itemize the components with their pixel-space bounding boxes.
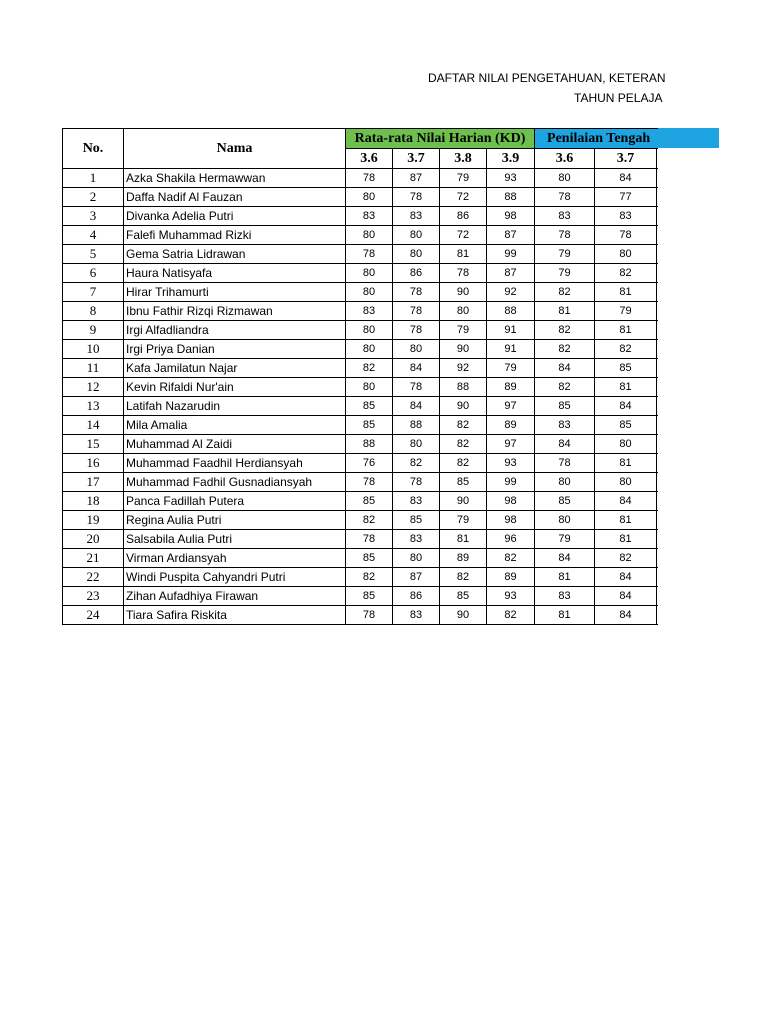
grades-table <box>62 128 658 625</box>
score-cell-empty <box>657 473 658 492</box>
row-number: 6 <box>63 264 124 283</box>
score-cell: 92 <box>440 359 487 378</box>
score-cell: 82 <box>487 606 535 625</box>
table-row <box>63 454 659 473</box>
table-row <box>63 492 659 511</box>
score-cell: 84 <box>595 587 657 606</box>
score-cell: 83 <box>595 207 657 226</box>
table-row <box>63 568 659 587</box>
score-cell: 78 <box>346 473 393 492</box>
score-cell: 91 <box>487 340 535 359</box>
row-number: 23 <box>63 587 124 606</box>
score-cell: 82 <box>535 283 595 302</box>
student-name: Tiara Safira Riskita <box>124 606 346 625</box>
table-row <box>63 359 659 378</box>
score-cell: 78 <box>535 454 595 473</box>
table-row <box>63 226 659 245</box>
score-cell: 78 <box>440 264 487 283</box>
score-cell-empty <box>657 264 658 283</box>
score-cell: 78 <box>393 473 440 492</box>
score-cell-empty <box>657 359 658 378</box>
score-cell: 83 <box>393 606 440 625</box>
score-cell: 81 <box>440 245 487 264</box>
row-number: 10 <box>63 340 124 359</box>
score-cell: 84 <box>595 169 657 188</box>
score-cell: 72 <box>440 188 487 207</box>
document-title-line1: DAFTAR NILAI PENGETAHUAN, KETERAN <box>428 71 666 85</box>
score-cell: 78 <box>595 226 657 245</box>
score-cell: 82 <box>346 511 393 530</box>
score-cell: 72 <box>440 226 487 245</box>
score-cell: 80 <box>595 435 657 454</box>
score-cell: 77 <box>595 188 657 207</box>
student-name: Regina Aulia Putri <box>124 511 346 530</box>
score-cell: 79 <box>535 245 595 264</box>
score-cell: 82 <box>440 454 487 473</box>
row-number: 21 <box>63 549 124 568</box>
score-cell-empty <box>657 530 658 549</box>
score-cell: 86 <box>393 264 440 283</box>
table-row <box>63 378 659 397</box>
score-cell-empty <box>657 511 658 530</box>
score-cell: 86 <box>393 587 440 606</box>
header-group-harian: Rata-rata Nilai Harian (KD) <box>346 129 535 149</box>
score-cell: 81 <box>595 511 657 530</box>
table-row <box>63 264 659 283</box>
student-name: Virman Ardiansyah <box>124 549 346 568</box>
student-name: Azka Shakila Hermawwan <box>124 169 346 188</box>
score-cell: 80 <box>346 264 393 283</box>
row-number: 12 <box>63 378 124 397</box>
score-cell: 79 <box>535 264 595 283</box>
score-cell: 87 <box>487 226 535 245</box>
row-number: 1 <box>63 169 124 188</box>
score-cell: 84 <box>595 397 657 416</box>
score-cell: 80 <box>440 302 487 321</box>
score-cell: 78 <box>346 606 393 625</box>
score-cell: 82 <box>535 378 595 397</box>
score-cell: 80 <box>595 245 657 264</box>
table-row <box>63 397 659 416</box>
score-cell-empty <box>657 549 658 568</box>
row-number: 22 <box>63 568 124 587</box>
student-name: Divanka Adelia Putri <box>124 207 346 226</box>
score-cell-empty <box>657 302 658 321</box>
score-cell: 98 <box>487 511 535 530</box>
score-cell: 98 <box>487 207 535 226</box>
score-cell: 83 <box>535 587 595 606</box>
row-number: 19 <box>63 511 124 530</box>
score-cell: 80 <box>346 321 393 340</box>
score-cell: 85 <box>393 511 440 530</box>
student-name: Haura Natisyafa <box>124 264 346 283</box>
score-cell: 82 <box>346 359 393 378</box>
score-cell: 79 <box>535 530 595 549</box>
table-row <box>63 530 659 549</box>
score-cell: 80 <box>393 549 440 568</box>
score-cell: 80 <box>346 340 393 359</box>
score-cell: 76 <box>346 454 393 473</box>
score-cell: 78 <box>393 283 440 302</box>
student-name: Hirar Trihamurti <box>124 283 346 302</box>
score-cell-empty <box>657 378 658 397</box>
score-cell: 80 <box>535 169 595 188</box>
score-cell: 90 <box>440 340 487 359</box>
row-number: 11 <box>63 359 124 378</box>
score-cell: 82 <box>535 340 595 359</box>
score-cell: 83 <box>393 492 440 511</box>
student-name: Muhammad Al Zaidi <box>124 435 346 454</box>
score-cell: 92 <box>487 283 535 302</box>
score-cell: 81 <box>595 530 657 549</box>
row-number: 3 <box>63 207 124 226</box>
row-number: 15 <box>63 435 124 454</box>
table-row <box>63 511 659 530</box>
score-cell: 84 <box>595 492 657 511</box>
score-cell: 80 <box>393 226 440 245</box>
student-name: Falefi Muhammad Rizki <box>124 226 346 245</box>
score-cell: 93 <box>487 169 535 188</box>
row-number: 20 <box>63 530 124 549</box>
score-cell-empty <box>657 226 658 245</box>
score-cell: 85 <box>346 549 393 568</box>
score-cell: 85 <box>346 397 393 416</box>
student-name: Latifah Nazarudin <box>124 397 346 416</box>
student-name: Muhammad Fadhil Gusnadiansyah <box>124 473 346 492</box>
score-cell: 84 <box>393 359 440 378</box>
score-cell: 87 <box>393 568 440 587</box>
score-cell-empty <box>657 340 658 359</box>
score-cell: 84 <box>595 568 657 587</box>
score-cell-empty <box>657 283 658 302</box>
score-cell: 83 <box>346 302 393 321</box>
score-cell: 81 <box>595 283 657 302</box>
score-cell: 80 <box>595 473 657 492</box>
score-cell: 84 <box>393 397 440 416</box>
score-cell: 81 <box>595 378 657 397</box>
score-cell: 78 <box>393 302 440 321</box>
student-name: Kafa Jamilatun Najar <box>124 359 346 378</box>
score-cell: 99 <box>487 473 535 492</box>
score-cell: 79 <box>487 359 535 378</box>
score-cell-empty <box>657 207 658 226</box>
table-row <box>63 549 659 568</box>
table-row <box>63 207 659 226</box>
score-cell-empty <box>657 169 658 188</box>
score-cell: 85 <box>595 416 657 435</box>
table-row <box>63 606 659 625</box>
score-cell: 82 <box>595 264 657 283</box>
score-cell: 83 <box>346 207 393 226</box>
table-row <box>63 473 659 492</box>
score-cell: 93 <box>487 454 535 473</box>
score-cell: 90 <box>440 492 487 511</box>
score-cell: 88 <box>393 416 440 435</box>
score-cell: 80 <box>393 245 440 264</box>
score-cell: 89 <box>440 549 487 568</box>
header-nama: Nama <box>124 129 346 169</box>
row-number: 17 <box>63 473 124 492</box>
score-cell: 91 <box>487 321 535 340</box>
score-cell: 97 <box>487 435 535 454</box>
score-cell: 79 <box>595 302 657 321</box>
score-cell: 81 <box>535 302 595 321</box>
score-cell: 89 <box>487 416 535 435</box>
score-cell: 85 <box>535 397 595 416</box>
score-cell: 85 <box>440 473 487 492</box>
student-name: Daffa Nadif Al Fauzan <box>124 188 346 207</box>
student-name: Irgi Priya Danian <box>124 340 346 359</box>
score-cell-empty <box>657 606 658 625</box>
score-cell: 87 <box>393 169 440 188</box>
score-cell: 82 <box>440 568 487 587</box>
score-cell: 81 <box>535 606 595 625</box>
score-cell: 86 <box>440 207 487 226</box>
student-name: Zihan Aufadhiya Firawan <box>124 587 346 606</box>
score-cell-empty <box>657 416 658 435</box>
score-cell: 84 <box>535 549 595 568</box>
score-cell: 78 <box>393 378 440 397</box>
document-title-line2: TAHUN PELAJA <box>574 91 663 105</box>
score-cell: 97 <box>487 397 535 416</box>
score-cell: 99 <box>487 245 535 264</box>
student-name: Panca Fadillah Putera <box>124 492 346 511</box>
score-cell: 78 <box>393 321 440 340</box>
score-cell: 84 <box>535 435 595 454</box>
row-number: 13 <box>63 397 124 416</box>
score-cell: 88 <box>487 302 535 321</box>
header-group-tengah: Penilaian Tengah <box>535 129 658 149</box>
header-fill-extension <box>658 128 719 148</box>
score-cell-empty <box>657 321 658 340</box>
score-cell: 89 <box>487 568 535 587</box>
score-cell: 90 <box>440 606 487 625</box>
table-row <box>63 435 659 454</box>
score-cell-empty <box>657 245 658 264</box>
score-cell: 80 <box>535 473 595 492</box>
score-cell: 82 <box>595 340 657 359</box>
score-cell: 85 <box>595 359 657 378</box>
score-cell: 85 <box>346 492 393 511</box>
score-cell: 82 <box>393 454 440 473</box>
score-cell: 82 <box>440 435 487 454</box>
header-kd: 3.7 <box>393 149 440 169</box>
score-cell: 82 <box>487 549 535 568</box>
score-cell: 98 <box>487 492 535 511</box>
score-cell: 79 <box>440 511 487 530</box>
score-cell: 80 <box>346 188 393 207</box>
table-row <box>63 321 659 340</box>
score-cell: 87 <box>487 264 535 283</box>
table-row <box>63 169 659 188</box>
score-cell: 79 <box>440 169 487 188</box>
score-cell-empty <box>657 454 658 473</box>
header-kd: 3.6 <box>346 149 393 169</box>
table-row <box>63 416 659 435</box>
row-number: 24 <box>63 606 124 625</box>
header-kd: 3.6 <box>535 149 595 169</box>
score-cell-empty <box>657 492 658 511</box>
score-cell: 82 <box>346 568 393 587</box>
score-cell: 90 <box>440 397 487 416</box>
row-number: 14 <box>63 416 124 435</box>
row-number: 4 <box>63 226 124 245</box>
score-cell: 81 <box>535 568 595 587</box>
score-cell: 85 <box>440 587 487 606</box>
row-number: 16 <box>63 454 124 473</box>
score-cell: 96 <box>487 530 535 549</box>
student-name: Gema Satria Lidrawan <box>124 245 346 264</box>
score-cell: 88 <box>487 188 535 207</box>
score-cell: 82 <box>535 321 595 340</box>
header-no: No. <box>63 129 124 169</box>
header-row-1 <box>63 129 659 149</box>
score-cell: 81 <box>595 321 657 340</box>
row-number: 18 <box>63 492 124 511</box>
score-cell: 81 <box>595 454 657 473</box>
row-number: 8 <box>63 302 124 321</box>
table-row <box>63 283 659 302</box>
table-row <box>63 340 659 359</box>
student-name: Salsabila Aulia Putri <box>124 530 346 549</box>
score-cell: 90 <box>440 283 487 302</box>
table-row <box>63 188 659 207</box>
score-cell: 84 <box>595 606 657 625</box>
student-name: Muhammad Faadhil Herdiansyah <box>124 454 346 473</box>
score-cell-empty <box>657 397 658 416</box>
table-row <box>63 302 659 321</box>
score-cell: 93 <box>487 587 535 606</box>
score-cell: 78 <box>346 530 393 549</box>
score-cell: 82 <box>595 549 657 568</box>
score-cell: 80 <box>393 340 440 359</box>
score-cell: 78 <box>535 226 595 245</box>
score-cell: 78 <box>346 245 393 264</box>
score-cell: 81 <box>440 530 487 549</box>
score-cell: 83 <box>535 416 595 435</box>
score-cell: 88 <box>440 378 487 397</box>
score-cell: 80 <box>346 283 393 302</box>
header-kd: 3.9 <box>487 149 535 169</box>
score-cell: 78 <box>393 188 440 207</box>
score-cell: 79 <box>440 321 487 340</box>
score-cell-empty <box>657 188 658 207</box>
score-cell: 83 <box>393 207 440 226</box>
score-cell: 89 <box>487 378 535 397</box>
score-cell: 85 <box>346 587 393 606</box>
header-kd: 3.7 <box>595 149 657 169</box>
score-cell-empty <box>657 587 658 606</box>
header-kd-empty <box>657 149 658 169</box>
row-number: 7 <box>63 283 124 302</box>
score-cell: 80 <box>346 378 393 397</box>
score-cell: 82 <box>440 416 487 435</box>
table-row <box>63 587 659 606</box>
score-cell: 83 <box>393 530 440 549</box>
score-cell: 78 <box>535 188 595 207</box>
table-row <box>63 245 659 264</box>
score-cell: 85 <box>346 416 393 435</box>
student-name: Mila Amalia <box>124 416 346 435</box>
score-cell: 83 <box>535 207 595 226</box>
score-cell: 88 <box>346 435 393 454</box>
student-name: Ibnu Fathir Rizqi Rizmawan <box>124 302 346 321</box>
student-name: Kevin Rifaldi Nur'ain <box>124 378 346 397</box>
row-number: 5 <box>63 245 124 264</box>
row-number: 9 <box>63 321 124 340</box>
header-kd: 3.8 <box>440 149 487 169</box>
score-cell: 85 <box>535 492 595 511</box>
score-cell: 78 <box>346 169 393 188</box>
score-cell: 80 <box>393 435 440 454</box>
student-name: Irgi Alfadliandra <box>124 321 346 340</box>
score-cell: 80 <box>535 511 595 530</box>
score-cell: 80 <box>346 226 393 245</box>
score-cell-empty <box>657 568 658 587</box>
student-name: Windi Puspita Cahyandri Putri <box>124 568 346 587</box>
score-cell: 84 <box>535 359 595 378</box>
row-number: 2 <box>63 188 124 207</box>
score-cell-empty <box>657 435 658 454</box>
